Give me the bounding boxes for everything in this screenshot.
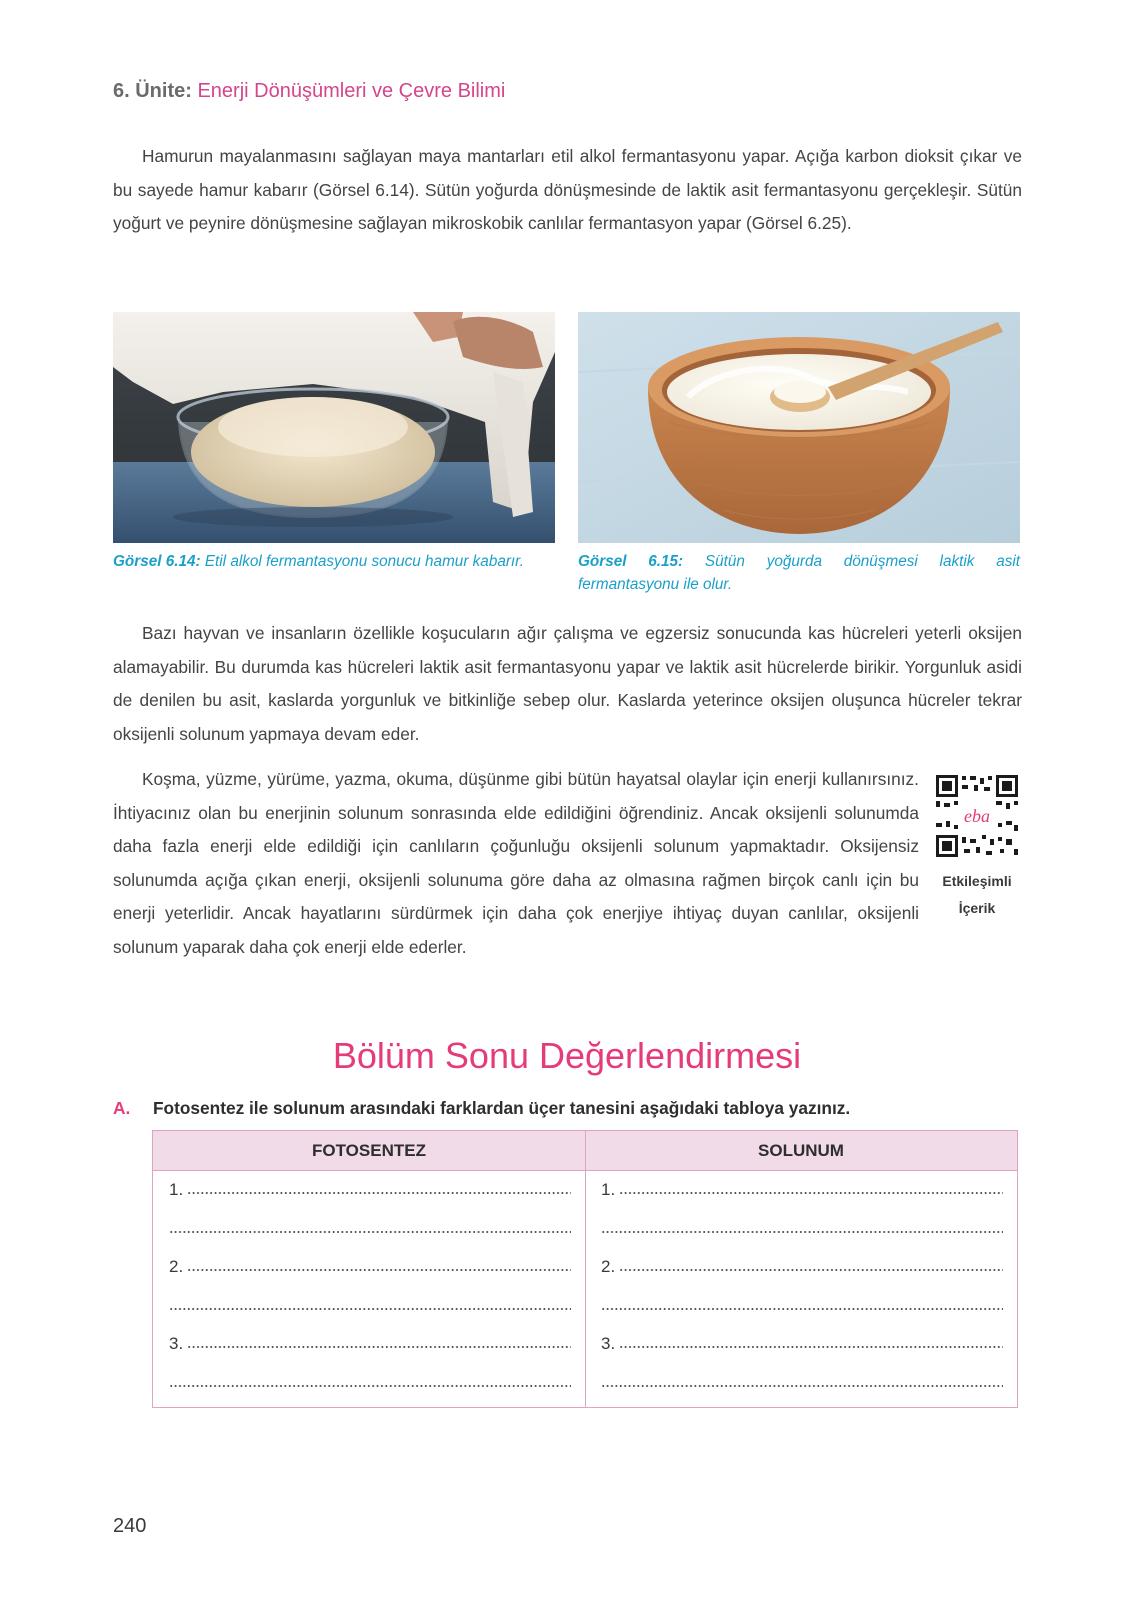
figure-caption-6-15: [578, 550, 1020, 596]
question-a: [113, 1098, 850, 1119]
answer-line-continuation[interactable]: [169, 1364, 571, 1403]
caption-label: Görsel 6.15:: [578, 553, 684, 570]
paragraph-lactic-acid: Bazı hayvan ve insanların özellikle koşucuların ağır çalışma ve egzersiz sonucunda kas hücreleri yeterli oksijen alamayabilir. Bu durumda kas hücreleri laktik asit fermantasyonu yapar ve laktik asit hücrelerde birikir. Yorgunluk asidi de denilen bu asit, kaslarda yorgunluk ve bitkinliğe sebep olur. Kaslarda yeterince oksijen oluşunca hücreler tekrar oksijenli solunum yapmaya devam eder.: [113, 623, 1022, 744]
header-photosynthesis: FOTOSENTEZ: [312, 1141, 426, 1160]
answer-line-3[interactable]: [601, 1325, 1003, 1364]
dotted-line: [601, 1308, 1003, 1310]
page-number: 240: [113, 1515, 147, 1537]
answer-line-1[interactable]: [169, 1171, 571, 1210]
answer-line-continuation[interactable]: [601, 1287, 1003, 1326]
answer-line-continuation[interactable]: [601, 1210, 1003, 1249]
answer-line-2[interactable]: [601, 1248, 1003, 1287]
header-respiration: SOLUNUM: [758, 1141, 844, 1160]
section-title: Bölüm Sonu Değerlendirmesi: [332, 1035, 802, 1076]
question-letter: A.: [113, 1098, 131, 1118]
column-divider: [585, 1131, 586, 1407]
paragraph-energy: Koşma, yüzme, yürüme, yazma, okuma, düşünme gibi bütün hayatsal olaylar için enerji kullanırsınız. İhtiyacınız olan bu enerjinin solunum sonrasında elde edildiğini öğrendiniz. Ancak oksijenli solunumda daha fazla enerji elde edildiği için canlıların çoğunluğu oksijenli solunum yapmaktadır. Oksijensiz solunumda açığa çıkan enerji, oksijenli solunuma göre daha az olmasına rağmen birçok canlı için bu enerji yeterlidir. Ancak hayatlarını sürdürmek için daha çok enerjiye ihtiyaç duyan canlılar, oksijenli solunum yaparak daha çok enerji elde ederler.: [113, 769, 919, 957]
dotted-line: [187, 1346, 571, 1348]
yogurt-image: [578, 312, 1020, 543]
dotted-line: [169, 1385, 571, 1387]
answer-line-continuation[interactable]: [169, 1287, 571, 1326]
line-number: 3.: [601, 1334, 616, 1353]
unit-title: Enerji Dönüşümleri ve Çevre Bilimi: [197, 80, 506, 102]
unit-number: 6. Ünite:: [113, 80, 192, 102]
dotted-line: [169, 1231, 571, 1233]
dotted-line: [169, 1308, 571, 1310]
yogurt-photo: [578, 312, 1020, 543]
dotted-line: [601, 1385, 1003, 1387]
dough-photo: [113, 312, 555, 543]
dotted-line: [619, 1192, 1003, 1194]
question-text: Fotosentez ile solunum arasındaki farklardan üçer tanesini aşağıdaki tabloya yazınız.: [153, 1098, 851, 1118]
qr-label-line2: İçerik: [958, 900, 996, 916]
line-number: 2.: [169, 1257, 184, 1276]
caption-label: Görsel 6.14:: [113, 553, 201, 570]
line-number: 1.: [601, 1180, 616, 1199]
interactive-content-label[interactable]: [930, 868, 1024, 922]
dotted-line: [619, 1269, 1003, 1271]
dotted-line: [187, 1192, 571, 1194]
answer-line-continuation[interactable]: [169, 1210, 571, 1249]
qr-code-icon[interactable]: [934, 773, 1020, 859]
dotted-line: [187, 1269, 571, 1271]
answer-line-continuation[interactable]: [601, 1364, 1003, 1403]
caption-text: Sütün yoğurda dönüşmesi laktik asit fermantasyonu ile olur.: [578, 553, 1020, 593]
line-number: 3.: [169, 1334, 184, 1353]
line-number: 2.: [601, 1257, 616, 1276]
photosynthesis-answer-column: [169, 1171, 571, 1402]
dough-image: [113, 312, 555, 543]
qr-label-line1: Etkileşimli: [942, 873, 1012, 889]
qr-logo-text: eba: [964, 806, 990, 826]
dotted-line: [601, 1231, 1003, 1233]
dotted-line: [619, 1346, 1003, 1348]
answer-table: [152, 1130, 1018, 1408]
line-number: 1.: [169, 1180, 184, 1199]
unit-header: [113, 80, 505, 103]
answer-line-3[interactable]: [169, 1325, 571, 1364]
respiration-answer-column: [601, 1171, 1003, 1402]
paragraph-fermentation: Hamurun mayalanmasını sağlayan maya mantarları etil alkol fermantasyonu yapar. Açığa karbon dioksit çıkar ve bu sayede hamur kabarır (Görsel 6.14). Sütün yoğurda dönüşmesinde de laktik asit fermantasyonu gerçekleşir. Sütün yoğurt ve peynire dönüşmesine sağlayan mikroskobik canlılar fermantasyon yapar (Görsel 6.25).: [113, 146, 1022, 233]
qr-code-graphic: [934, 773, 1020, 859]
answer-line-1[interactable]: [601, 1171, 1003, 1210]
caption-text: Etil alkol fermantasyonu sonucu hamur kabarır.: [204, 553, 524, 570]
answer-line-2[interactable]: [169, 1248, 571, 1287]
figure-caption-6-14: [113, 550, 555, 573]
